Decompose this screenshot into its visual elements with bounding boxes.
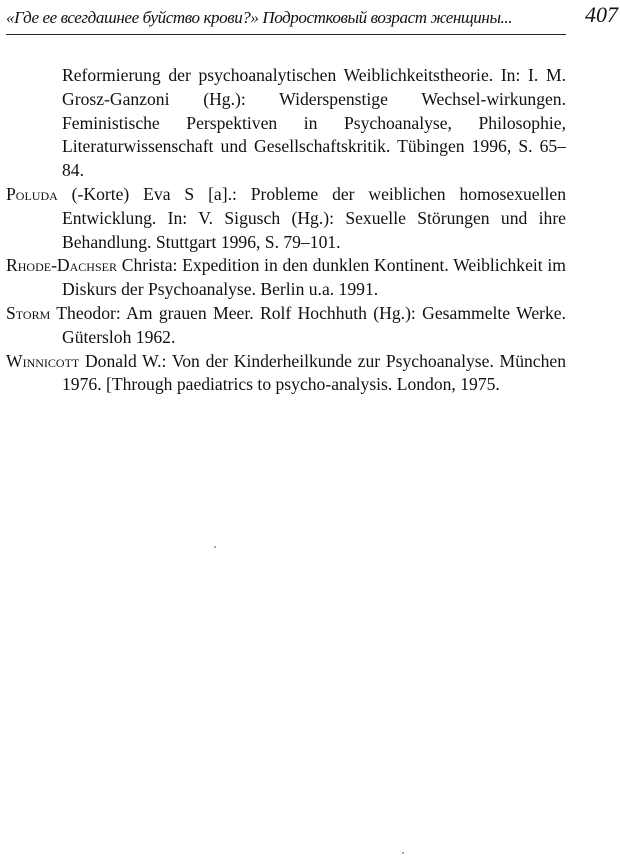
entry-author: Poluda	[6, 183, 58, 204]
entry-author: Winnicott	[6, 350, 80, 371]
entry-text: Donald W.: Von der Kinderheilkunde zur Psychoanalyse. München 1976. [Through paediatrics to psycho-analysis. London, 1975.	[62, 350, 566, 395]
bibliography-entry	[6, 183, 566, 254]
running-header	[6, 4, 566, 35]
entry-author: Rhode-Dachser	[6, 255, 117, 276]
scan-speck	[402, 852, 404, 854]
bibliography-list	[6, 64, 566, 397]
bibliography-entry	[6, 350, 566, 398]
entry-text: Theodor: Am grauen Meer. Rolf Hochhuth (Hg.): Gesammelte Werke. Gütersloh 1962.	[50, 302, 566, 347]
entry-text: Reformierung der psychoanalytischen Weiblichkeitstheorie. In: I. M. Grosz-Ganzoni (Hg.): Widerspenstige Wechsel-wirkungen. Feministische Perspektiven in Psychoanalyse, Philosophie, Literaturwissenschaft und Gesellschaftskritik. Tübingen 1996, S. 65–84.	[62, 65, 566, 181]
page-number: 407	[585, 2, 618, 27]
bibliography-entry	[6, 302, 566, 350]
bibliography-entry-continuation	[6, 64, 566, 183]
bibliography-entry	[6, 254, 566, 302]
entry-author: Storm	[6, 302, 51, 323]
entry-text: Christa: Expedition in den dunklen Kontinent. Weiblichkeit im Diskurs der Psychoanalyse. Berlin u.a. 1991.	[62, 255, 566, 300]
entry-text: (-Korte) Eva S [a].: Probleme der weiblichen homosexuellen Entwicklung. In: V. Sigusch (Hg.): Sexuelle Störungen und ihre Behandlung. Stuttgart 1996, S. 79–101.	[57, 183, 566, 252]
scan-speck	[214, 546, 216, 548]
header-title: «Где ее всегдашнее буйство крови?» Подростковый возраст женщины...	[6, 8, 513, 27]
